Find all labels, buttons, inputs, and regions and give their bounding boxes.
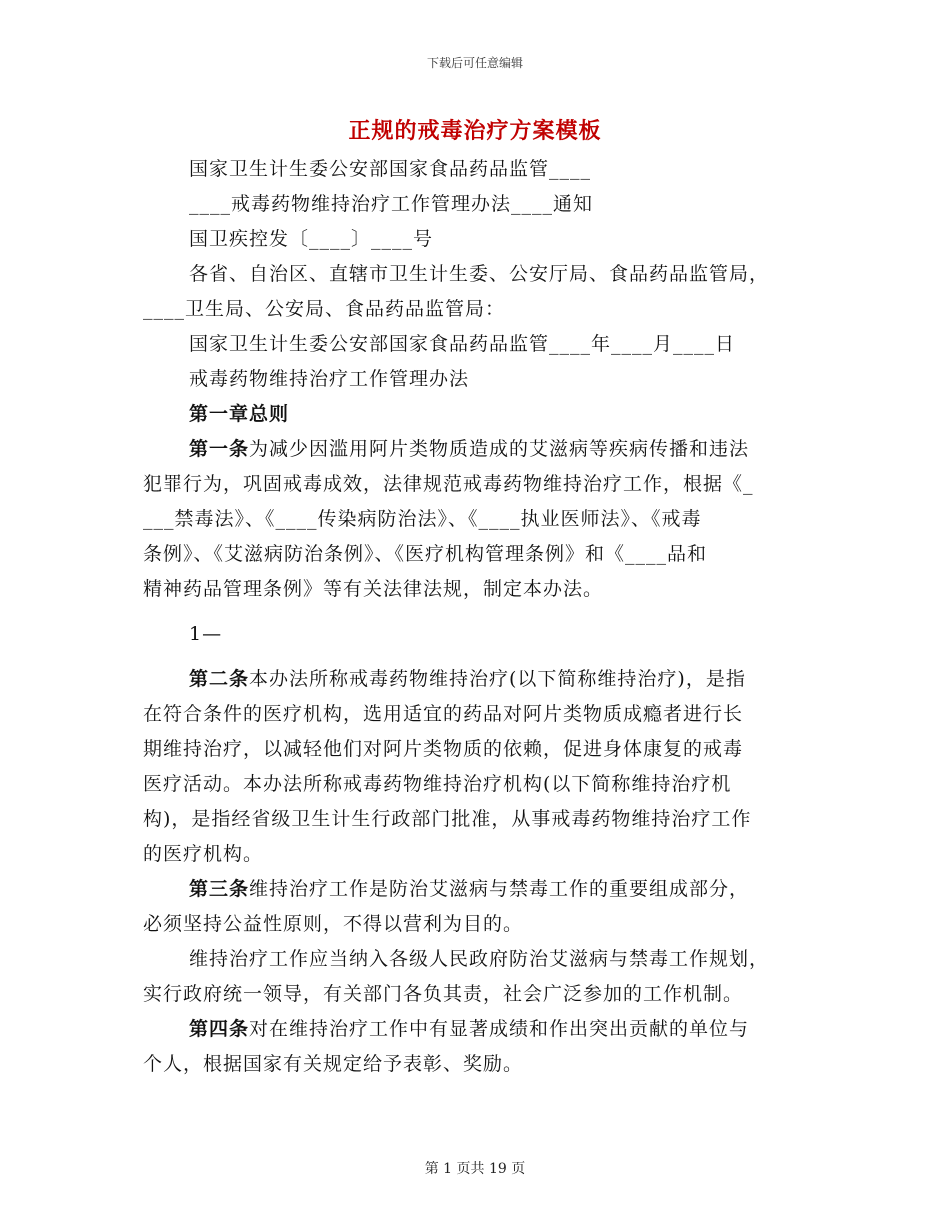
article-label: 第一条 (189, 438, 250, 460)
article-label: 第二条 (189, 668, 250, 690)
page-footer: 第 1 页共 19 页 (424, 1161, 526, 1177)
article-4 (143, 1012, 813, 1047)
article-text: 对在维持治疗工作中有显著成绩和作出突出贡献的单位与 (249, 1018, 750, 1040)
article-2 (143, 662, 813, 697)
article-1 (143, 432, 813, 467)
article-text: 为减少因滥用阿片类物质造成的艾滋病等疾病传播和违法 (249, 438, 750, 460)
body-line: 犯罪行为，巩固戒毒成效，法律规范戒毒药物维持治疗工作，根据《_ (143, 473, 754, 495)
body-line: ____卫生局、公安局、食品药品监管局： (143, 298, 506, 320)
body-line: ____戒毒药物维持治疗工作管理办法____通知 (189, 193, 594, 215)
body-line: 在符合条件的医疗机构，选用适宜的药品对阿片类物质成瘾者进行长 (143, 703, 744, 725)
article-3 (143, 872, 813, 907)
document-body (143, 152, 813, 1082)
article-text: 本办法所称戒毒药物维持治疗(以下简称维持治疗)，是指 (249, 668, 746, 690)
header-note: 下载后可任意编辑 (426, 56, 523, 70)
body-line: 必须坚持公益性原则，不得以营利为目的。 (143, 913, 524, 935)
spacer (143, 652, 813, 662)
article-label: 第三条 (189, 878, 250, 900)
body-line: 国家卫生计生委公安部国家食品药品监管____ (189, 158, 592, 180)
body-line: 构)，是指经省级卫生计生行政部门批准，从事戒毒药物维持治疗工作 (143, 808, 752, 830)
body-line: 个人，根据国家有关规定给予表彰、奖励。 (143, 1053, 524, 1075)
body-line: 医疗活动。本办法所称戒毒药物维持治疗机构(以下简称维持治疗机 (143, 773, 732, 795)
body-line: 期维持治疗，以减轻他们对阿片类物质的依赖，促进身体康复的戒毒 (143, 738, 744, 760)
page-mark: 1— (189, 623, 223, 645)
body-line: ___禁毒法》、《____传染病防治法》、《____执业医师法》、《戒毒 (143, 508, 702, 530)
body-line: 国家卫生计生委公安部国家食品药品监管____年____月____日 (189, 333, 736, 355)
body-line: 维持治疗工作应当纳入各级人民政府防治艾滋病与禁毒工作规划， (189, 948, 770, 970)
spacer (143, 607, 813, 617)
body-line: 精神药品管理条例》等有关法律法规，制定本办法。 (143, 578, 604, 600)
body-line: 戒毒药物维持治疗工作管理办法 (189, 368, 470, 390)
body-line: 各省、自治区、直辖市卫生计生委、公安厅局、食品药品监管局， (189, 263, 770, 285)
article-label: 第四条 (189, 1018, 250, 1040)
body-line: 条例》、《艾滋病防治条例》、《医疗机构管理条例》和《____品和 (143, 543, 708, 565)
chapter-heading: 第一章总则 (189, 403, 290, 425)
document-title: 正规的戒毒治疗方案模板 (348, 118, 602, 144)
body-line: 的医疗机构。 (143, 843, 264, 865)
body-line: 实行政府统一领导，有关部门各负其责，社会广泛参加的工作机制。 (143, 983, 744, 1005)
article-text: 维持治疗工作是防治艾滋病与禁毒工作的重要组成部分， (249, 878, 750, 900)
body-line: 国卫疾控发〔____〕____号 (189, 228, 434, 250)
